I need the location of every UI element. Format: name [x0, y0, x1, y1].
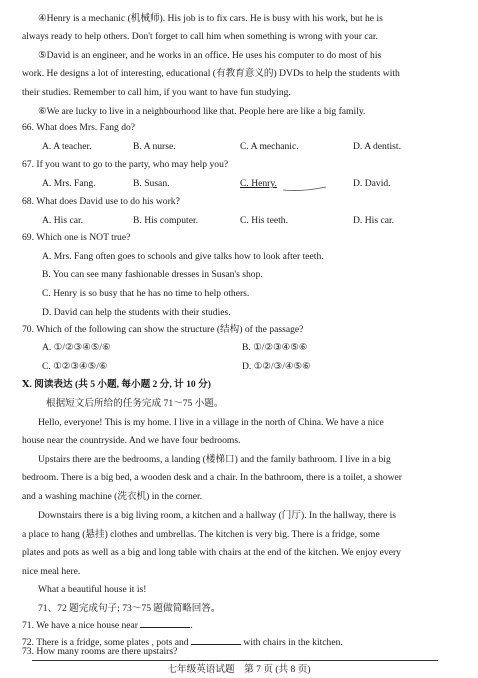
text-span: with chairs in the kitchen.	[243, 636, 343, 648]
option-67-c: C. Henry.	[240, 178, 277, 190]
option-70-b: B. ①/②③④⑤⑥	[242, 342, 308, 354]
option-66-b: B. A nurse.	[133, 141, 176, 153]
question-stem: 68. What does David use to do his work?	[22, 195, 180, 207]
option-69-b: B. You can see many fashionable dresses in Susan's shop.	[42, 269, 263, 281]
paragraph-line: Downstairs there is a big living room, a kitchen and a hallway (门厅). In the hallway, there is	[38, 509, 396, 521]
option-68-c: C. His teeth.	[240, 214, 288, 226]
answer-blank[interactable]	[140, 619, 190, 628]
option-70-d: D. ①②/③/④⑤⑥	[242, 361, 311, 373]
question-stem: 67. If you want to go to the party, who may help you?	[22, 159, 229, 171]
paragraph-line: ⑤David is an engineer, and he works in an office. He uses his computer to do most of his	[38, 50, 382, 62]
answer-blank[interactable]	[191, 636, 241, 645]
text-span: .	[190, 620, 193, 632]
paragraph-line: always ready to help others. Don't forget to call him when something is wrong with your car.	[22, 30, 378, 42]
option-67-a: A. Mrs. Fang.	[42, 178, 96, 190]
option-70-a: A. ①/②③④⑤/⑥	[42, 342, 111, 354]
option-67-b: B. Susan.	[133, 178, 170, 190]
page-footer: 七年级英语试题 第 7 页 (共 8 页)	[167, 664, 311, 675]
paragraph-line: ④Henry is a mechanic (机械师). His job is to fix cars. He is busy with his work, but he is	[38, 12, 383, 24]
option-68-b: B. His computer.	[133, 214, 199, 226]
option-66-a: A. A teacher.	[42, 141, 92, 153]
option-68-d: D. His car.	[353, 214, 395, 226]
option-69-c: C. Henry is so busy that he has no time to help others.	[42, 288, 250, 300]
question-stem: 66. What does Mrs. Fang do?	[22, 121, 136, 133]
task-71	[22, 619, 193, 632]
paragraph-line: house near the countryside. And we have four bedrooms.	[22, 434, 241, 446]
pencil-underline-mark	[282, 185, 328, 193]
task-73: 73. How many rooms are there upstairs?	[22, 646, 178, 657]
option-69-a: A. Mrs. Fang often goes to schools and give talks how to look after teeth.	[42, 251, 324, 263]
paragraph-line: their studies. Remember to call him, if you want to have fun studying.	[22, 87, 291, 99]
paragraph-line: ⑥We are lucky to live in a neighbourhood like that. People here are like a big family.	[38, 105, 366, 117]
paragraph-line: What a beautiful house it is!	[38, 584, 147, 596]
question-stem: 70. Which of the following can show the structure (结构) of the passage?	[22, 323, 304, 335]
text-span: 71. We have a nice house near	[22, 620, 138, 632]
option-69-d: D. David can help the students with their studies.	[42, 306, 231, 318]
question-stem: 69. Which one is NOT true?	[22, 232, 131, 244]
paragraph-line: and a washing machine (洗衣机) in the corner.	[22, 491, 203, 503]
option-66-c: C. A mechanic.	[240, 141, 299, 153]
paragraph-line: Upstairs there are the bedrooms, a landing (楼梯口) and the family bathroom. I live in a big	[38, 454, 391, 466]
paragraph-line: work. He designs a lot of interesting, educational (有教育意义的) DVDs to help the students with	[22, 68, 400, 80]
option-70-c: C. ①②③④⑤/⑥	[42, 361, 108, 373]
section-heading: Ⅹ. 阅读表达 (共 5 小题, 每小题 2 分, 计 10 分)	[22, 379, 211, 391]
paragraph-line: a place to hang (悬挂) clothes and umbrellas. The kitchen is very big. There is a fridge, some	[22, 528, 380, 540]
text-span: 72. There is a fridge, some plates , pots and	[22, 636, 189, 648]
section-instruction: 根据短文后所给的任务完成 71～75 小题。	[46, 397, 224, 409]
paragraph-line: nice meal here.	[22, 566, 81, 578]
task-note	[38, 603, 221, 615]
paragraph-line: Hello, everyone! This is my home. I live in a village in the north of China. We have a nice	[38, 416, 384, 428]
option-66-d: D. A dentist.	[353, 141, 401, 153]
option-67-d: D. David.	[353, 178, 391, 190]
paragraph-line: plates and pots as well as a big and long table with chairs at the end of the kitchen. We enjoy every	[22, 546, 401, 558]
option-68-a: A. His car.	[42, 214, 84, 226]
footer-divider	[32, 660, 438, 661]
paragraph-line: bedroom. There is a big bed, a wooden desk and a chair. In the bathroom, there is a toilet, a shower	[22, 472, 402, 484]
task-note-text: 71、72 题完成句子; 73～75 题做简略回答。	[38, 603, 221, 615]
